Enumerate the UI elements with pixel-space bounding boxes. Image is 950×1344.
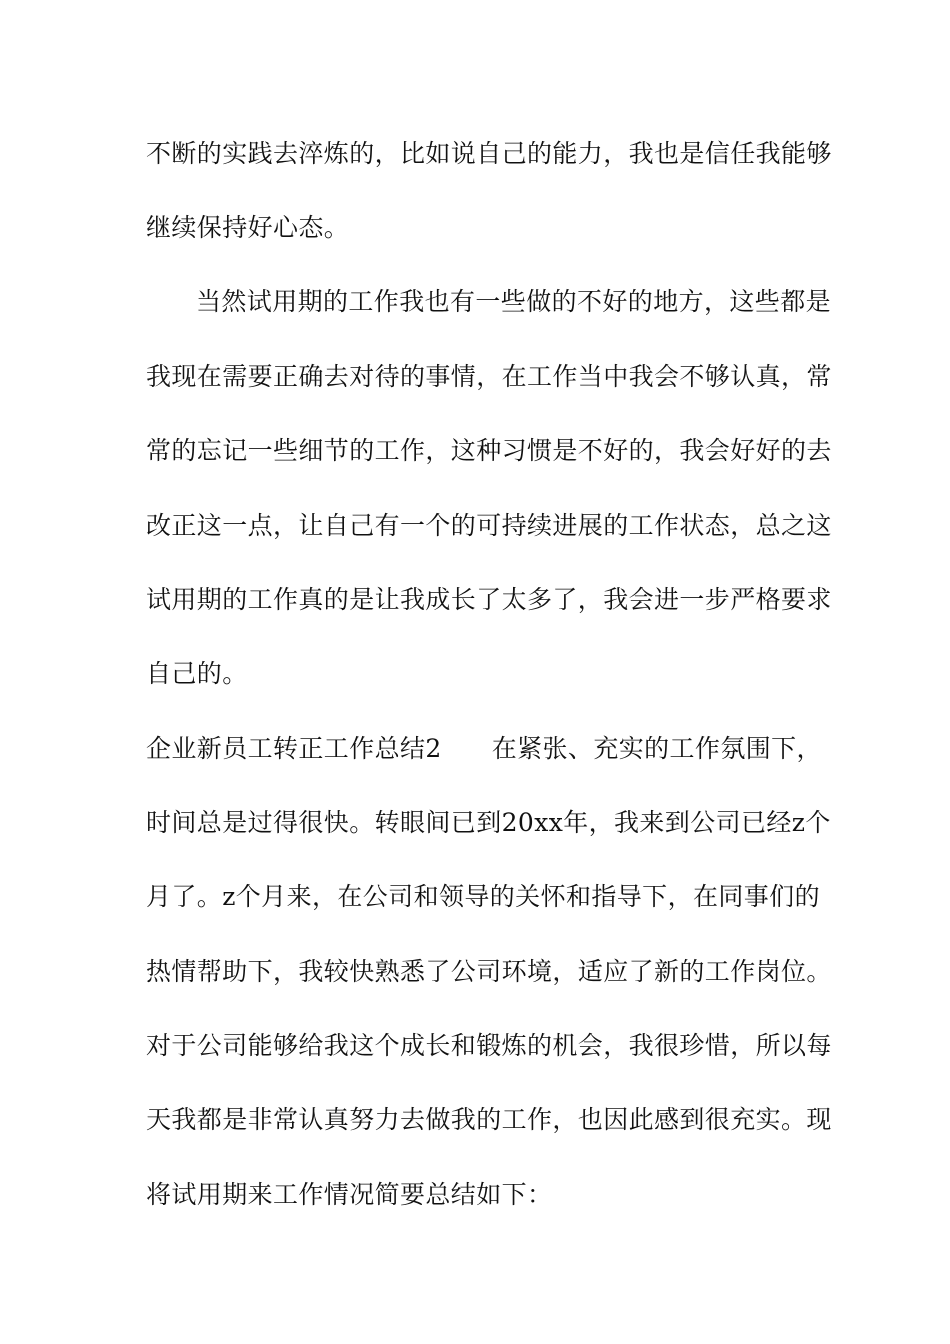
paragraph-line: 将试用期来工作情况简要总结如下：: [146, 1180, 553, 1209]
paragraph-line: 改正这一点，让自己有一个的可持续进展的工作状态，总之这: [146, 511, 832, 540]
section-heading: 企业新员工转正工作总结2: [146, 734, 442, 763]
paragraph-line: 继续保持好心态。: [146, 213, 350, 242]
paragraph-line: 时间总是过得很快。转眼间已到20xx年，我来到公司已经z个: [146, 808, 831, 837]
paragraph-line: 常的忘记一些细节的工作，这种习惯是不好的，我会好好的去: [146, 436, 832, 465]
paragraph-line: 试用期的工作真的是让我成长了太多了，我会进一步严格要求: [146, 585, 832, 614]
paragraph-line: 我现在需要正确去对待的事情，在工作当中我会不够认真，常: [146, 362, 832, 391]
paragraph-line: 不断的实践去淬炼的，比如说自己的能力，我也是信任我能够: [146, 139, 832, 168]
paragraph-line: 对于公司能够给我这个成长和锻炼的机会，我很珍惜，所以每: [146, 1031, 832, 1060]
section-heading-line: [146, 729, 822, 769]
paragraph-line: 天我都是非常认真努力去做我的工作，也因此感到很充实。现: [146, 1105, 832, 1134]
paragraph-line: 自己的。: [146, 659, 248, 688]
paragraph-line: 热情帮助下，我较快熟悉了公司环境，适应了新的工作岗位。: [146, 957, 832, 986]
paragraph-line: 当然试用期的工作我也有一些做的不好的地方，这些都是: [196, 287, 832, 316]
section-first-line: 在紧张、充实的工作氛围下，: [491, 734, 822, 763]
paragraph-line: 月了。z个月来，在公司和领导的关怀和指导下，在同事们的: [146, 882, 820, 911]
